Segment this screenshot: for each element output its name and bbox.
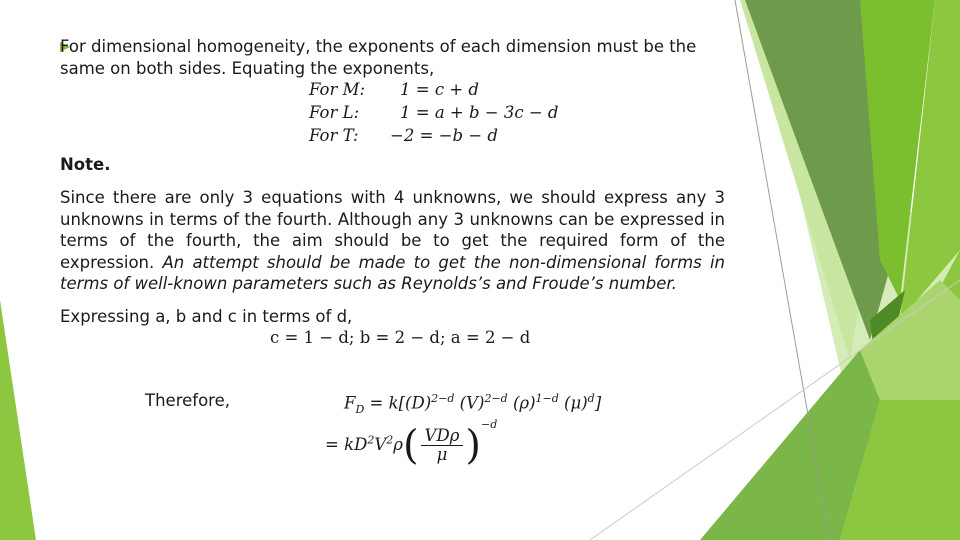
result-exp2: 2−d <box>484 392 508 405</box>
solution-expression: c = 1 − d; b = 2 − d; a = 2 − d <box>270 328 531 347</box>
result-close: ] <box>594 393 602 413</box>
result2-v: V <box>374 435 387 454</box>
equation-l-expr: 1 = a + b − 3c − d <box>400 103 559 122</box>
equation-t-expr: −2 = −b − d <box>390 126 498 145</box>
equation-l-label: For L: <box>309 103 360 122</box>
fraction-denominator: μ <box>436 445 448 464</box>
result-mid1: (V) <box>454 393 485 413</box>
result2-fraction <box>421 427 464 464</box>
note-paragraph <box>60 187 725 295</box>
expressing-paragraph: Expressing a, b and c in terms of d, <box>60 307 353 326</box>
equation-m-expr: 1 = c + d <box>400 80 479 99</box>
result-lhs-sub: D <box>355 402 365 416</box>
result2-exp: −d <box>481 418 498 431</box>
fraction-numerator: VDρ <box>421 427 464 446</box>
note-text-regular: Since there are only 3 equations with 4 unknowns, we should express any 3 unknowns in terms of the fourth. Although any 3 unknowns can be expressed in terms of the fourth, the aim should be to get the required form of the expression. <box>60 188 725 272</box>
result-mid2: (ρ) <box>507 393 536 413</box>
close-paren: ) <box>465 422 482 469</box>
left-edge-facet <box>0 300 36 540</box>
intro-paragraph: For dimensional homogeneity, the exponents of each dimension must be the same on both sides. Equating the exponents, <box>60 37 697 78</box>
result-equation-line1 <box>344 392 601 416</box>
result-exp1: 2−d <box>431 392 455 405</box>
result2-sq1: 2 <box>367 433 375 447</box>
result2-prefix: = kD <box>325 435 368 454</box>
result2-sq2: 2 <box>386 433 394 447</box>
result-equation-line2 <box>325 418 498 469</box>
note-heading: Note. <box>60 155 111 174</box>
equation-m-label: For M: <box>309 80 366 99</box>
result-exp4: d <box>587 392 595 405</box>
open-paren: ( <box>402 422 419 469</box>
equation-t-label: For T: <box>309 126 359 145</box>
note-text-italic: An attempt should be made to get the non-dimensional forms in terms of well-known parameters such as Reynolds’s and Froude’s number. <box>60 252 726 293</box>
result-exp3: 1−d <box>535 392 559 405</box>
result-eq: = k[(D) <box>369 393 432 413</box>
result-lhs: F <box>344 393 356 413</box>
result-mid3: (μ) <box>558 393 588 413</box>
therefore-label: Therefore, <box>145 391 230 410</box>
result2-rho: ρ <box>393 435 403 454</box>
